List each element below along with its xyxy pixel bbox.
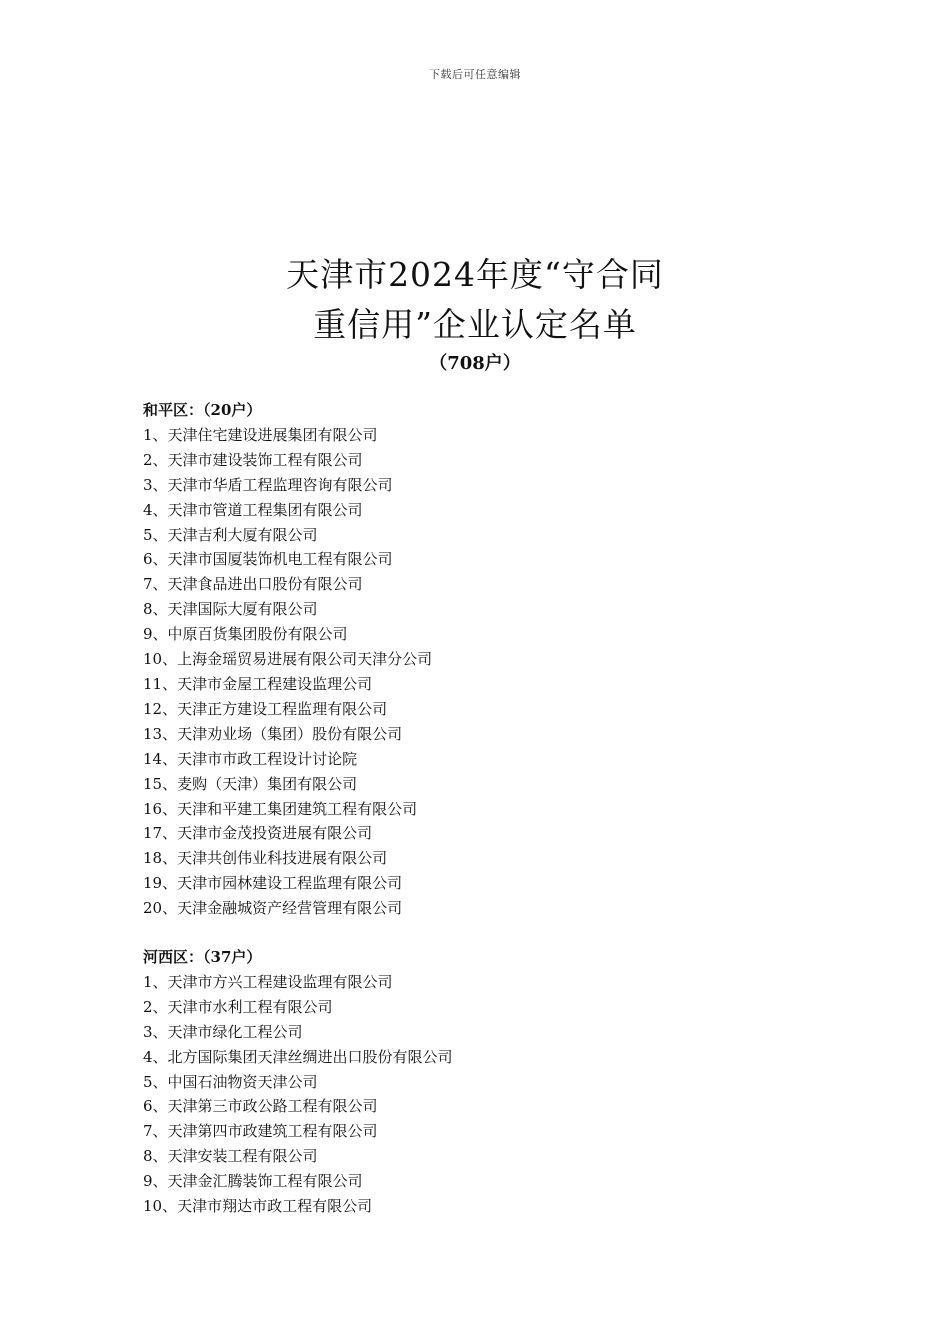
list-item: 6、天津市国厦装饰机电工程有限公司: [143, 550, 393, 569]
list-item: 17、天津市金茂投资进展有限公司: [143, 824, 373, 843]
district-heading: 和平区：（20户）: [143, 401, 262, 419]
district-hexi: [143, 945, 843, 1219]
list-item: 16、天津和平建工集团建筑工程有限公司: [143, 799, 418, 818]
list-item: 20、天津金融城资产经营管理有限公司: [143, 899, 403, 918]
district-heping: [143, 398, 843, 921]
list-item: 4、天津市管道工程集团有限公司: [143, 500, 363, 519]
list-item: 13、天津劝业场（集团）股份有限公司: [143, 724, 403, 743]
company-list: [143, 398, 843, 1243]
list-item: 9、天津金汇腾装饰工程有限公司: [143, 1172, 363, 1191]
list-item: 3、天津市绿化工程公司: [143, 1022, 303, 1041]
list-item: 12、天津正方建设工程监理有限公司: [143, 699, 388, 718]
district-heading: 河西区：（37户）: [143, 948, 262, 967]
list-item: 3、天津市华盾工程监理咨询有限公司: [143, 475, 393, 494]
list-item: 9、中原百货集团股份有限公司: [143, 625, 348, 644]
list-item: 15、麦购（天津）集团有限公司: [143, 774, 358, 793]
list-item: 18、天津共创伟业科技进展有限公司: [143, 849, 388, 868]
total-count: （708户）: [429, 353, 521, 374]
list-item: 5、天津吉利大厦有限公司: [143, 525, 318, 544]
page-title-line-1: 天津市2024年度“守合同: [286, 255, 664, 294]
list-item: 5、中国石油物资天津公司: [143, 1072, 318, 1091]
list-item: 14、天津市市政工程设计讨论院: [143, 749, 358, 768]
list-item: 10、上海金瑶贸易进展有限公司天津分公司: [143, 650, 433, 669]
title-block: [0, 250, 950, 376]
list-item: 11、天津市金屋工程建设监理公司: [143, 674, 373, 693]
list-item: 1、天津市方兴工程建设监理有限公司: [143, 972, 393, 991]
list-item: 1、天津住宅建设进展集团有限公司: [143, 425, 378, 444]
list-item: 2、天津市水利工程有限公司: [143, 997, 333, 1016]
list-item: 8、天津国际大厦有限公司: [143, 600, 318, 619]
list-item: 19、天津市园林建设工程监理有限公司: [143, 874, 403, 893]
list-item: 8、天津安装工程有限公司: [143, 1147, 318, 1166]
list-item: 7、天津食品进出口股份有限公司: [143, 575, 363, 594]
list-item: 6、天津第三市政公路工程有限公司: [143, 1097, 378, 1116]
list-item: 4、北方国际集团天津丝绸进出口股份有限公司: [143, 1047, 453, 1066]
page-title-line-2: 重信用”企业认定名单: [313, 305, 637, 344]
list-item: 2、天津市建设装饰工程有限公司: [143, 450, 363, 469]
list-item: 7、天津第四市政建筑工程有限公司: [143, 1122, 378, 1141]
header-note: 下载后可任意编辑: [429, 68, 521, 81]
list-item: 10、天津市翔达市政工程有限公司: [143, 1197, 373, 1216]
